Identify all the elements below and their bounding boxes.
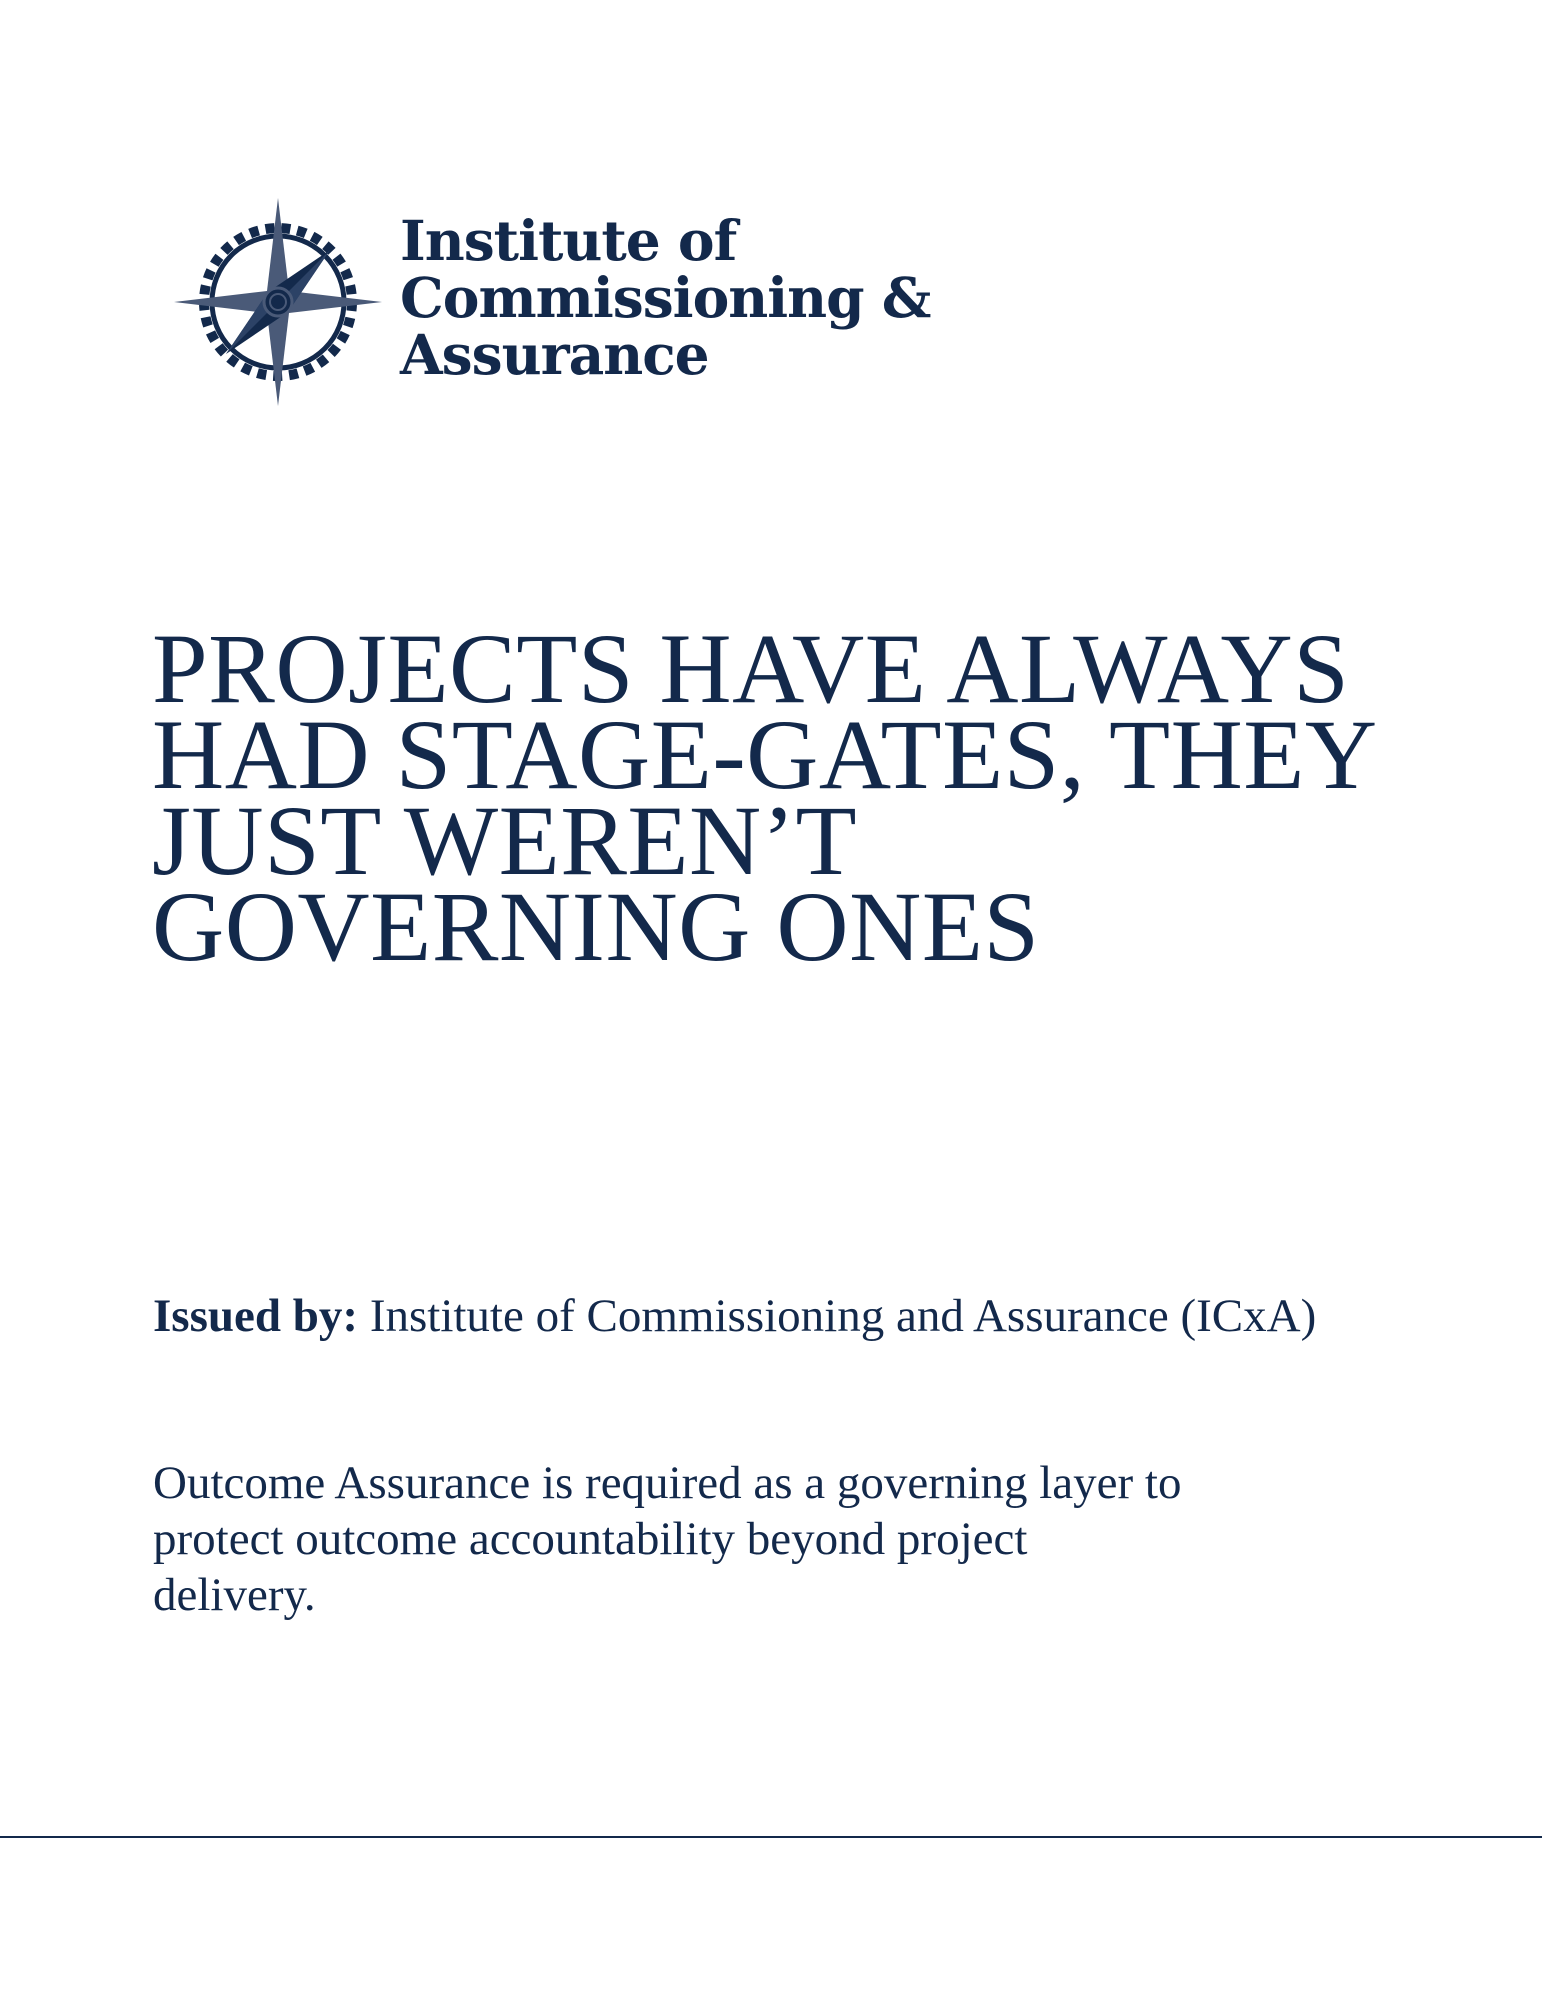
document-title [152,613,1452,982]
statement-line-3: delivery. [153,1569,316,1621]
organization-name [400,208,931,387]
organization-logo [172,196,932,408]
issued-by-label: Issued by: [153,1290,359,1342]
compass-gear-icon [172,196,384,408]
logo-line-2: Commissioning & [400,265,931,330]
statement-line-2: protect outcome accountability beyond project [153,1513,1028,1565]
summary-statement [153,1455,1413,1623]
issued-by-value: Institute of Commissioning and Assurance (ICxA) [369,1290,1317,1342]
issued-by [153,1288,1393,1344]
logo-line-3: Assurance [400,322,709,387]
title-line-1: PROJECTS HAVE ALWAYS [152,613,1350,724]
title-line-2: HAD STAGE-GATES, THEY [152,699,1378,810]
logo-line-1: Institute of [400,208,737,273]
title-line-3: JUST WEREN’T [152,785,858,896]
statement-line-1: Outcome Assurance is required as a governing layer to [153,1457,1182,1509]
footer-divider [0,1836,1542,1838]
title-line-4: GOVERNING ONES [152,871,1040,982]
